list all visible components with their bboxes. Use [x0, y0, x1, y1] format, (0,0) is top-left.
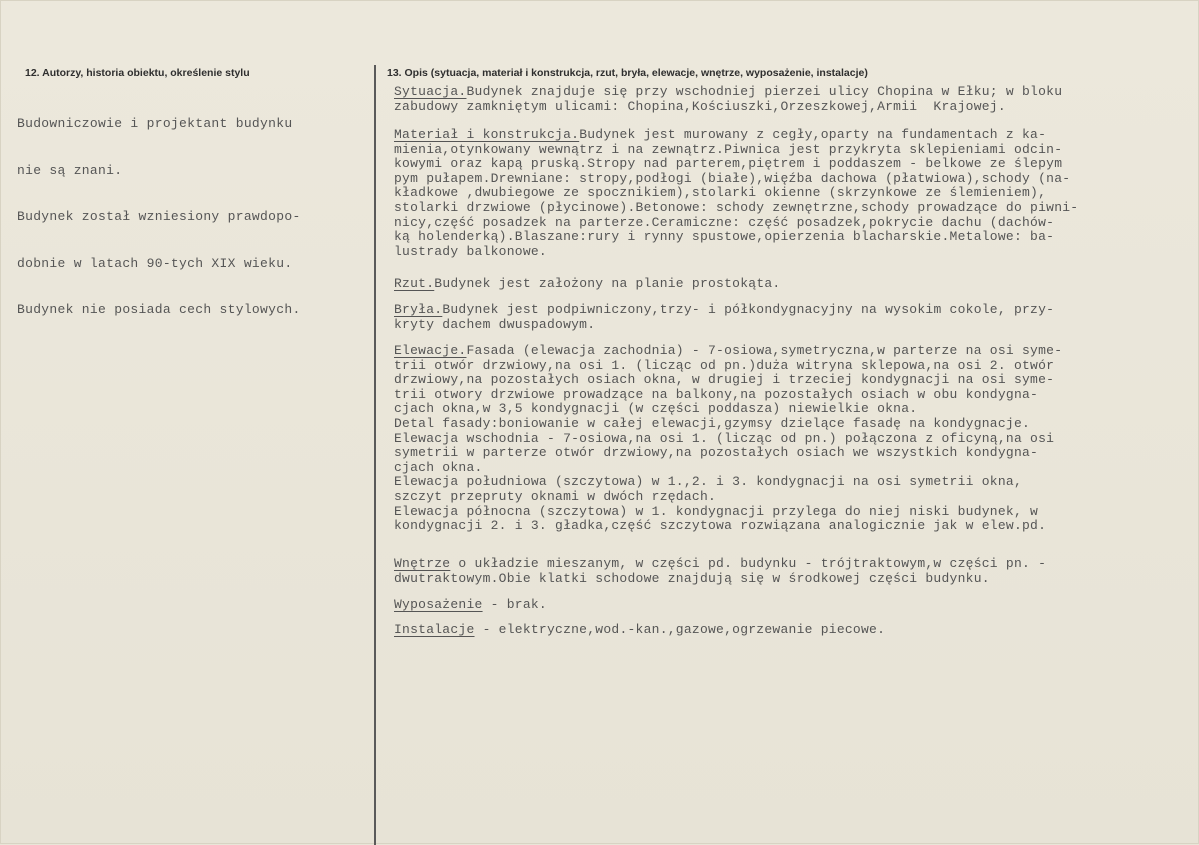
section-12-header: 12. Autorzy, historia obiektu, określenie stylu	[25, 67, 250, 79]
text-line: szczyt przepruty oknami w dwóch rzędach.	[394, 488, 717, 504]
text-line: Budynek jest założony na planie prostokąta.	[434, 276, 781, 291]
text-line: Budynek jest podpiwniczony,trzy- i półkondygnacyjny na wysokim cokole, przy-	[442, 302, 1055, 317]
authors-history-text	[17, 85, 301, 349]
text-line: cjach okna,w 3,5 kondygnacji (w części poddasza) niewielkie okna.	[394, 401, 918, 417]
equipment-paragraph	[394, 598, 547, 613]
situation-paragraph	[394, 85, 1062, 114]
section-heading: Wnętrze	[394, 556, 451, 571]
text-line: lustrady balkonowe.	[394, 243, 547, 259]
elevations-paragraph	[394, 344, 1062, 534]
text-line: ką holenderką).Blaszane:rury i rynny spustowe,opierzenia blacharskie.Metalowe: ba-	[394, 229, 1055, 245]
section-heading: Rzut.	[394, 276, 435, 291]
text-line: kryty dachem dwuspadowym.	[394, 316, 596, 332]
text-line: kładkowe ,dwubiegowe ze spocznikiem),stolarki okienne (skrzynkowe ze ślemieniem),	[394, 185, 1047, 201]
section-heading: Elewacje.	[394, 343, 467, 358]
text-line: Budynek nie posiada cech stylowych.	[17, 302, 301, 317]
section-heading: Sytuacja.	[394, 84, 467, 99]
text-line: kowymi oraz kapą pruską.Stropy nad parterem,piętrem i poddaszem - belkowe ze ślepym	[394, 156, 1063, 172]
text-line: Budynek jest murowany z cegły,oparty na fundamentach z ka-	[579, 127, 1047, 142]
text-line: Budowniczowie i projektant budynku	[17, 116, 293, 131]
text-line: pym pułapem.Drewniane: stropy,podłogi (białe),więźba dachowa (płatwiowa),schody (na-	[394, 170, 1071, 186]
text-line: zabudowy zamkniętym ulicami: Chopina,Kościuszki,Orzeszkowej,Armii Krajowej.	[394, 98, 1006, 114]
massing-paragraph	[394, 303, 1054, 332]
section-heading: Wyposażenie	[394, 597, 483, 612]
text-line: Fasada (elewacja zachodnia) - 7-osiowa,symetryczna,w parterze na osi syme-	[466, 343, 1063, 358]
text-line: - brak.	[482, 597, 547, 612]
section-heading: Materiał i konstrukcja.	[394, 127, 580, 142]
text-line: trii otwór drzwiowy,na osi 1. (licząc od pn.)duża witryna sklepowa,na osi 2. otwór	[394, 357, 1055, 373]
section-heading: Instalacje	[394, 622, 475, 637]
text-line: dwutraktowym.Obie klatki schodowe znajdują się w środkowej części budynku.	[394, 570, 990, 586]
text-line: stolarki drzwiowe (płycinowe).Betonowe: schody zewnętrzne,schody prowadzące do piwni-	[394, 199, 1079, 215]
text-line: nicy,część posadzek na parterze.Ceramiczne: część posadzek,pokrycie dachu (dachów-	[394, 214, 1055, 230]
text-line: cjach okna.	[394, 459, 483, 475]
text-line: mienia,otynkowany wewnątrz i na zewnątrz.Piwnica jest przykryta sklepieniami odcin-	[394, 141, 1063, 157]
section-heading: Bryła.	[394, 302, 443, 317]
material-construction-paragraph	[394, 128, 1078, 259]
text-line: Elewacja północna (szczytowa) w 1. kondygnacji przylega do niej niski budynek, w	[394, 503, 1039, 519]
text-line: kondygnacji 2. i 3. gładka,część szczytowa rozwiązana analogicznie jak w elew.pd.	[394, 518, 1047, 534]
text-line: Budynek znajduje się przy wschodniej pierzei ulicy Chopina w Ełku; w bloku	[466, 84, 1063, 99]
text-line: Elewacja południowa (szczytowa) w 1.,2. i 3. kondygnacji na osi symetrii okna,	[394, 474, 1022, 490]
column-divider	[374, 65, 376, 845]
interior-paragraph	[394, 557, 1046, 586]
section-13-header: 13. Opis (sytuacja, materiał i konstrukcja, rzut, bryła, elewacje, wnętrze, wyposażenie, instalacje)	[387, 67, 868, 79]
text-line: o układzie mieszanym, w części pd. budynku - trójtraktowym,w części pn. -	[450, 556, 1047, 571]
text-line: Elewacja wschodnia - 7-osiowa,na osi 1. (licząc od pn.) połączona z oficyną,na osi	[394, 430, 1055, 446]
plan-paragraph	[394, 277, 780, 292]
text-line: Detal fasady:boniowanie w całej elewacji,gzymsy dzielące fasadę na kondygnacje.	[394, 415, 1031, 431]
text-line: dobnie w latach 90-tych XIX wieku.	[17, 255, 293, 271]
text-line: drzwiowy,na pozostałych osiach okna, w drugiej i trzeciej kondygnacji na osi syme-	[394, 372, 1055, 388]
text-line: symetrii w parterze otwór drzwiowy,na pozostałych osiach we wszystkich kondygna-	[394, 445, 1039, 461]
text-line: Budynek został wzniesiony prawdopo-	[17, 209, 301, 224]
installations-paragraph	[394, 623, 885, 638]
text-line: - elektryczne,wod.-kan.,gazowe,ogrzewanie piecowe.	[474, 622, 886, 637]
text-line: trii otwory drzwiowe prowadzące na balkony,na pozostałych osiach w obu kondygna-	[394, 386, 1039, 402]
text-line: nie są znani.	[17, 162, 123, 178]
